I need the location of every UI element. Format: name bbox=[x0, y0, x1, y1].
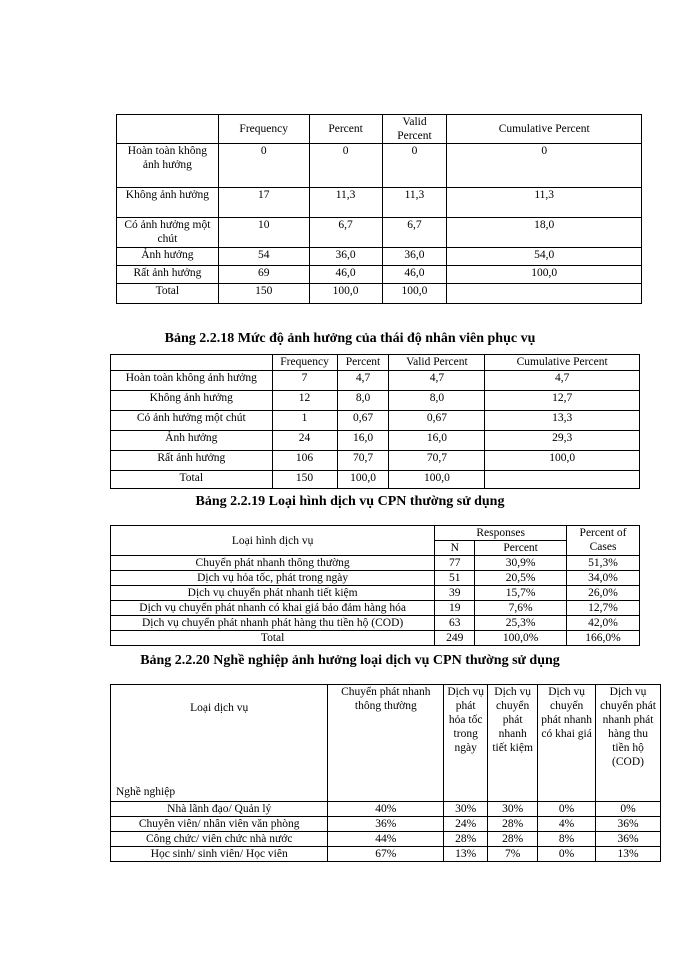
table-row bbox=[117, 144, 642, 188]
cell: 0,67 bbox=[337, 411, 389, 431]
header-cell: Frequency bbox=[272, 355, 337, 371]
cell: 36,0 bbox=[382, 248, 447, 266]
cell: 40% bbox=[328, 802, 444, 817]
cell: 6,7 bbox=[309, 218, 382, 248]
cell: 100,0 bbox=[337, 471, 389, 489]
table-row bbox=[111, 616, 640, 631]
row-label: Chuyên viên/ nhân viên văn phòng bbox=[111, 817, 328, 832]
row-label: Hoàn toàn không ảnh hưởng bbox=[117, 144, 219, 188]
cell: 16,0 bbox=[389, 431, 485, 451]
header-cell: Dịch vụ chuyển phát nhanh có khai giá bbox=[538, 685, 596, 802]
cell: 18,0 bbox=[447, 218, 642, 248]
cell: 12,7% bbox=[567, 601, 640, 616]
row-label: Không ảnh hưởng bbox=[111, 391, 273, 411]
table-occupation-service bbox=[110, 684, 661, 862]
cell: 26,0% bbox=[567, 586, 640, 601]
cell: 16,0 bbox=[337, 431, 389, 451]
header-cell: Percent bbox=[337, 355, 389, 371]
table-row bbox=[111, 451, 640, 471]
cell: 19 bbox=[435, 601, 475, 616]
table-row bbox=[111, 601, 640, 616]
header-cell: Frequency bbox=[218, 115, 309, 144]
cell bbox=[447, 284, 642, 304]
table-row bbox=[117, 266, 642, 284]
table-caption: Bảng 2.2.19 Loại hình dịch vụ CPN thường sử dụng bbox=[195, 494, 505, 509]
cell: 51,3% bbox=[567, 556, 640, 571]
row-label: Total bbox=[111, 631, 435, 646]
row-label: Dịch vụ chuyển phát nhanh tiết kiệm bbox=[111, 586, 435, 601]
table-row bbox=[117, 188, 642, 218]
cell: 36% bbox=[596, 817, 661, 832]
cell: 0 bbox=[447, 144, 642, 188]
table-row bbox=[111, 847, 661, 862]
cell: 30% bbox=[488, 802, 538, 817]
table-row bbox=[111, 802, 661, 817]
header-cell bbox=[111, 355, 273, 371]
cell: 249 bbox=[435, 631, 475, 646]
cell: 51 bbox=[435, 571, 475, 586]
cell: 44% bbox=[328, 832, 444, 847]
cell: 28% bbox=[444, 832, 488, 847]
cell: 42,0% bbox=[567, 616, 640, 631]
row-label: Ảnh hưởng bbox=[111, 431, 273, 451]
cell: 7,6% bbox=[475, 601, 567, 616]
cell: 39 bbox=[435, 586, 475, 601]
cell: 7 bbox=[272, 371, 337, 391]
header-cell: Cumulative Percent bbox=[447, 115, 642, 144]
row-label: Dịch vụ chuyển phát nhanh có khai giá bảo đảm hàng hóa bbox=[111, 601, 435, 616]
table-row bbox=[111, 631, 640, 646]
cell: 13% bbox=[596, 847, 661, 862]
cell: 24% bbox=[444, 817, 488, 832]
header-cell: Valid Percent bbox=[382, 115, 447, 144]
cell: 106 bbox=[272, 451, 337, 471]
cell: 6,7 bbox=[382, 218, 447, 248]
cell: 100,0 bbox=[485, 451, 640, 471]
row-label: Hoàn toàn không ảnh hưởng bbox=[111, 371, 273, 391]
cell: 8,0 bbox=[389, 391, 485, 411]
table-row bbox=[117, 248, 642, 266]
cell: 100,0 bbox=[389, 471, 485, 489]
cell: 4,7 bbox=[485, 371, 640, 391]
cell: 17 bbox=[218, 188, 309, 218]
corner-header bbox=[111, 685, 328, 802]
cell: 8% bbox=[538, 832, 596, 847]
cell: 46,0 bbox=[309, 266, 382, 284]
cell: 150 bbox=[218, 284, 309, 304]
header-cell: Loại hình dịch vụ bbox=[111, 526, 435, 556]
row-label: Total bbox=[111, 471, 273, 489]
cell: 7% bbox=[488, 847, 538, 862]
cell: 11,3 bbox=[447, 188, 642, 218]
table-row bbox=[111, 832, 661, 847]
table-row bbox=[111, 411, 640, 431]
header-cell: Percent of Cases bbox=[567, 526, 640, 556]
cell: 100,0 bbox=[382, 284, 447, 304]
cell: 70,7 bbox=[389, 451, 485, 471]
header-cell: Responses bbox=[435, 526, 567, 541]
cell: 36% bbox=[328, 817, 444, 832]
cell: 10 bbox=[218, 218, 309, 248]
row-label: Dịch vụ hỏa tốc, phát trong ngày bbox=[111, 571, 435, 586]
header-cell: Dịch vụ chuyển phát nhanh phát hàng thu tiền hộ (COD) bbox=[596, 685, 661, 802]
table-row bbox=[111, 431, 640, 451]
cell: 150 bbox=[272, 471, 337, 489]
table-row bbox=[111, 471, 640, 489]
row-label: Có ảnh hưởng một chút bbox=[117, 218, 219, 248]
row-label: Học sinh/ sinh viên/ Học viên bbox=[111, 847, 328, 862]
cell: 11,3 bbox=[309, 188, 382, 218]
table-row bbox=[117, 284, 642, 304]
table-header-row bbox=[111, 526, 640, 541]
cell: 70,7 bbox=[337, 451, 389, 471]
table-row bbox=[111, 817, 661, 832]
cell bbox=[485, 471, 640, 489]
cell: 15,7% bbox=[475, 586, 567, 601]
cell: 20,5% bbox=[475, 571, 567, 586]
table-row bbox=[111, 571, 640, 586]
header-cell: N bbox=[435, 541, 475, 556]
table-influence-1 bbox=[116, 114, 642, 304]
corner-service-type: Loại dịch vụ bbox=[190, 702, 249, 714]
header-cell: Cumulative Percent bbox=[485, 355, 640, 371]
header-cell: Percent bbox=[475, 541, 567, 556]
table-caption: Bảng 2.2.20 Nghề nghiệp ảnh hưởng loại dịch vụ CPN thường sử dụng bbox=[140, 653, 560, 668]
cell: 4,7 bbox=[337, 371, 389, 391]
cell: 1 bbox=[272, 411, 337, 431]
cell: 100,0 bbox=[309, 284, 382, 304]
row-label: Chuyển phát nhanh thông thường bbox=[111, 556, 435, 571]
cell: 34,0% bbox=[567, 571, 640, 586]
table-row bbox=[111, 556, 640, 571]
cell: 11,3 bbox=[382, 188, 447, 218]
row-label: Rất ảnh hưởng bbox=[111, 451, 273, 471]
cell: 36,0 bbox=[309, 248, 382, 266]
cell: 4% bbox=[538, 817, 596, 832]
cell: 12,7 bbox=[485, 391, 640, 411]
cell: 0% bbox=[538, 802, 596, 817]
header-cell: Valid Percent bbox=[389, 355, 485, 371]
cell: 54,0 bbox=[447, 248, 642, 266]
header-cell: Dịch vụ phát hỏa tốc trong ngày bbox=[444, 685, 488, 802]
cell: 36% bbox=[596, 832, 661, 847]
table-row bbox=[117, 218, 642, 248]
row-label: Total bbox=[117, 284, 219, 304]
table-header-row bbox=[111, 685, 661, 802]
cell: 0% bbox=[596, 802, 661, 817]
table-row bbox=[111, 586, 640, 601]
table-header-row bbox=[117, 115, 642, 144]
cell: 63 bbox=[435, 616, 475, 631]
row-label: Rất ảnh hưởng bbox=[117, 266, 219, 284]
cell: 0 bbox=[309, 144, 382, 188]
cell: 100,0 bbox=[447, 266, 642, 284]
cell: 100,0% bbox=[475, 631, 567, 646]
row-label: Không ảnh hưởng bbox=[117, 188, 219, 218]
table-row bbox=[111, 391, 640, 411]
cell: 13% bbox=[444, 847, 488, 862]
row-label: Nhà lãnh đạo/ Quản lý bbox=[111, 802, 328, 817]
header-cell: Percent bbox=[309, 115, 382, 144]
cell: 30% bbox=[444, 802, 488, 817]
cell: 46,0 bbox=[382, 266, 447, 284]
table-row bbox=[111, 371, 640, 391]
corner-occupation: Nghề nghiệp bbox=[116, 786, 176, 798]
table-header-row bbox=[111, 355, 640, 371]
cell: 166,0% bbox=[567, 631, 640, 646]
table-caption: Bảng 2.2.18 Mức độ ảnh hưởng của thái độ nhân viên phục vụ bbox=[164, 331, 536, 346]
cell: 0,67 bbox=[389, 411, 485, 431]
cell: 69 bbox=[218, 266, 309, 284]
row-label: Công chức/ viên chức nhà nước bbox=[111, 832, 328, 847]
cell: 12 bbox=[272, 391, 337, 411]
row-label: Ảnh hưởng bbox=[117, 248, 219, 266]
cell: 30,9% bbox=[475, 556, 567, 571]
cell: 0% bbox=[538, 847, 596, 862]
header-cell: Dịch vụ chuyển phát nhanh tiết kiệm bbox=[488, 685, 538, 802]
cell: 0 bbox=[382, 144, 447, 188]
row-label: Có ảnh hưởng một chút bbox=[111, 411, 273, 431]
header-cell: Chuyển phát nhanh thông thường bbox=[328, 685, 444, 802]
table-service-types bbox=[110, 525, 640, 646]
table-staff-attitude bbox=[110, 354, 640, 489]
cell: 28% bbox=[488, 832, 538, 847]
cell: 8,0 bbox=[337, 391, 389, 411]
cell: 24 bbox=[272, 431, 337, 451]
cell: 77 bbox=[435, 556, 475, 571]
row-label: Dịch vụ chuyển phát nhanh phát hàng thu tiền hộ (COD) bbox=[111, 616, 435, 631]
cell: 67% bbox=[328, 847, 444, 862]
cell: 4,7 bbox=[389, 371, 485, 391]
cell: 54 bbox=[218, 248, 309, 266]
header-cell bbox=[117, 115, 219, 144]
cell: 29,3 bbox=[485, 431, 640, 451]
cell: 25,3% bbox=[475, 616, 567, 631]
cell: 28% bbox=[488, 817, 538, 832]
cell: 13,3 bbox=[485, 411, 640, 431]
cell: 0 bbox=[218, 144, 309, 188]
